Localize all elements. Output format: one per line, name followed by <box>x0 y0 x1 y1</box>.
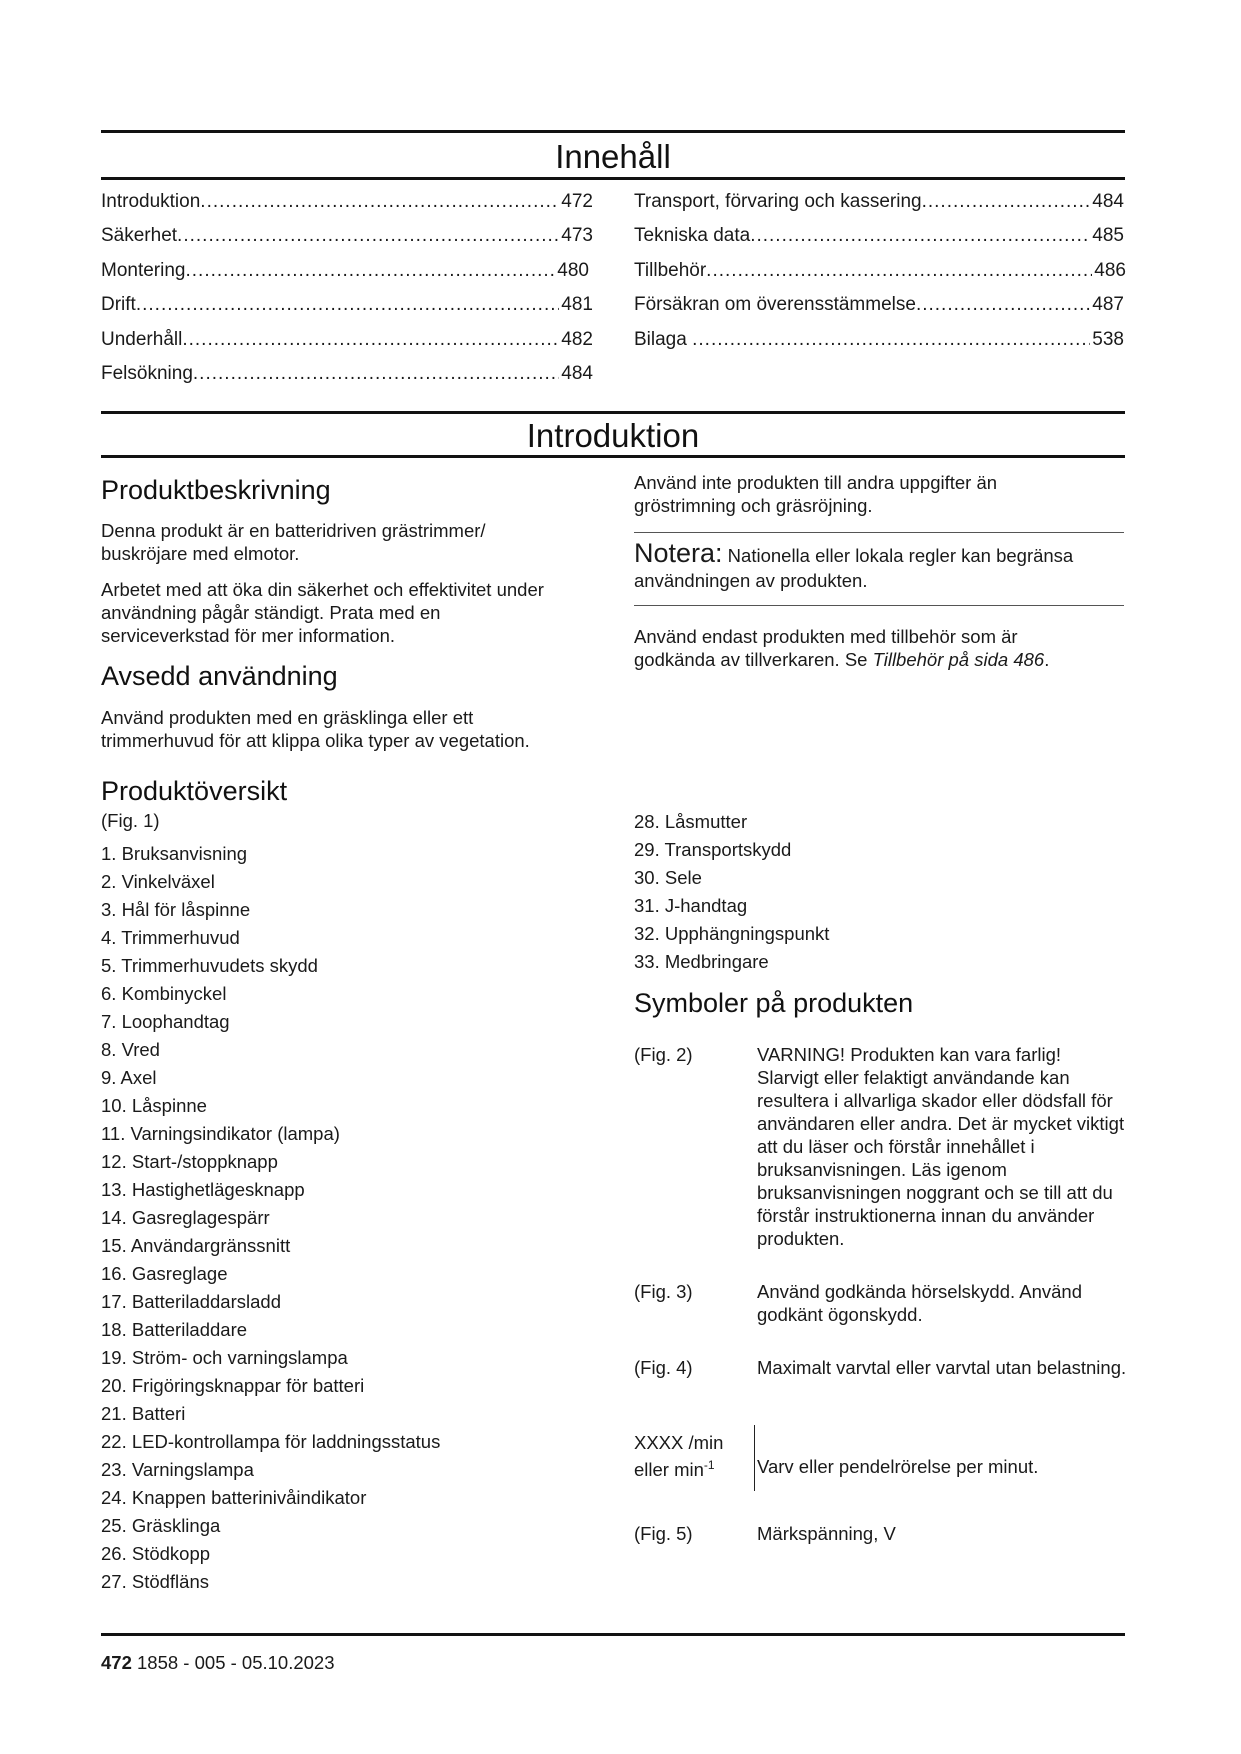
component-list-left-item: 2. Vinkelväxel <box>101 871 215 892</box>
symbol-ref-fig-5: (Fig. 5) <box>634 1523 693 1544</box>
component-list-left-item: 8. Vred <box>101 1039 160 1060</box>
component-list-right-item: 32. Upphängningspunkt <box>634 923 830 944</box>
notera-text: Nationella eller lokala regler kan begränsa användningen av produkten. <box>634 545 1074 591</box>
component-list-left-item: 14. Gasreglagespärr <box>101 1207 270 1228</box>
heading-produktbeskrivning: Produktbeskrivning <box>101 475 331 505</box>
toc-entry-sakerhet[interactable]: Säkerhet ..... 473 <box>101 224 593 248</box>
component-list-left-item: 12. Start-/stoppknapp <box>101 1151 278 1172</box>
symbol-divider <box>754 1425 755 1491</box>
component-list-left-item: 11. Varningsindikator (lampa) <box>101 1123 340 1144</box>
toc-entry-drift[interactable]: Drift ..... 481 <box>101 293 593 317</box>
component-list-left-item: 17. Batteriladdarsladd <box>101 1291 281 1312</box>
symbol-ref-fig-3: (Fig. 3) <box>634 1281 693 1302</box>
toc-entry-felsokning[interactable]: Felsökning ..... 484 <box>101 362 593 386</box>
tillbehor-link[interactable]: Tillbehör på sida 486 <box>872 649 1045 670</box>
component-list-right-item: 33. Medbringare <box>634 951 769 972</box>
component-list-left-item: 3. Hål för låspinne <box>101 899 251 920</box>
notera-top-rule <box>634 532 1124 533</box>
toc-entry-transport[interactable]: Transport, förvaring och kassering ..... 484 <box>634 190 1124 214</box>
toc-entry-montering[interactable]: Montering ..... 480 <box>101 259 589 283</box>
heading-avsedd-anvandning: Avsedd användning <box>101 661 338 691</box>
symbol-ref-rpm: XXXX /min eller $\min^{-1}$ <box>634 1432 724 1481</box>
component-list-left <box>101 840 571 1596</box>
notera-label: Notera: <box>634 538 723 568</box>
component-list-right-item: 30. Sele <box>634 867 702 888</box>
component-list-right-item: 31. J-handtag <box>634 895 748 916</box>
produktbeskrivning-text-1: Denna produkt är en batteridriven grästrimmer/ buskröjare med elmotor. <box>101 520 486 564</box>
tillbehor-note: Använd endast produkten med tillbehör som är godkända av tillverkaren. Se Tillbehör på sida 486. <box>634 626 1050 670</box>
symbol-ref-fig-2: (Fig. 2) <box>634 1044 693 1065</box>
avsedd-anvandning-text-2: Använd inte produkten till andra uppgifter än gröstrimning och gräsröjning. <box>634 472 998 516</box>
component-list-right-item: 29. Transportskydd <box>634 839 792 860</box>
component-list-left-item: 18. Batteriladdare <box>101 1319 248 1340</box>
symbol-desc-voltage: Märkspänning, V <box>757 1523 896 1544</box>
toc-entry-tillbehor[interactable]: Tillbehör ..... 486 <box>634 259 1126 283</box>
component-list-left-item: 24. Knappen batterinivåindikator <box>101 1487 367 1508</box>
symbol-desc-warning: VARNING! Produkten kan vara farlig! Slarvigt eller felaktigt användande kan resultera i allvarliga skador eller dödsfall för användaren eller andra. Det är mycket viktigt att du läser och förstår innehållet i bruksanvisningen. Läs igenom bruksanvisningen noggrant och se till att du förstår instruktionerna innan du använder produkten. <box>757 1044 1125 1249</box>
heading-symboler: Symboler på produkten <box>634 988 914 1018</box>
heading-produktoversikt: Produktöversikt <box>101 776 288 806</box>
component-list-left-item: 22. LED-kontrollampa för laddningsstatus <box>101 1431 441 1452</box>
notera-bottom-rule <box>634 605 1124 606</box>
component-list-right-item: 28. Låsmutter <box>634 811 748 832</box>
component-list-left-item: 5. Trimmerhuvudets skydd <box>101 955 318 976</box>
component-list-left-item: 20. Frigöringsknappar för batteri <box>101 1375 365 1396</box>
intro-bottom-rule <box>101 455 1125 458</box>
component-list-left-item: 1. Bruksanvisning <box>101 843 248 864</box>
component-list-left-item: 9. Axel <box>101 1067 157 1088</box>
section-title-introduktion: Introduktion <box>526 417 700 454</box>
footer-doc-id: 1858 - 005 - 05.10.2023 <box>131 1652 335 1673</box>
component-list-left-item: 13. Hastighetlägesknapp <box>101 1179 305 1200</box>
avsedd-anvandning-text: Använd produkten med en gräsklinga eller ett trimmerhuvud för att klippa olika typer av vegetation. <box>101 707 530 751</box>
toc-bottom-rule <box>101 177 1125 180</box>
component-list-right <box>634 808 1104 976</box>
notera-box <box>634 538 1124 593</box>
footer-rule <box>101 1633 1125 1636</box>
component-list-left-item: 27. Stödfläns <box>101 1571 209 1592</box>
component-list-left-item: 6. Kombinyckel <box>101 983 227 1004</box>
component-list-left-item: 25. Gräsklinga <box>101 1515 221 1536</box>
symbol-ref-fig-4: (Fig. 4) <box>634 1357 693 1378</box>
component-list-left-item: 19. Ström- och varningslampa <box>101 1347 348 1368</box>
fig-1-reference: (Fig. 1) <box>101 810 160 831</box>
toc-entry-bilaga[interactable]: Bilaga ..... 538 <box>634 328 1124 352</box>
footer-page-number: 472 <box>101 1652 132 1673</box>
toc-entry-forsakran[interactable]: Försäkran om överensstämmelse ..... 487 <box>634 293 1124 317</box>
component-list-left-item: 26. Stödkopp <box>101 1543 211 1564</box>
component-list-left-item: 15. Användargränssnitt <box>101 1235 291 1256</box>
symbol-desc-max-speed: Maximalt varvtal eller varvtal utan belastning. <box>757 1357 1127 1378</box>
footer <box>101 1651 335 1675</box>
produktbeskrivning-text-2: Arbetet med att öka din säkerhet och effektivitet under användning pågår ständigt. Prata med en serviceverkstad för mer information. <box>101 579 544 646</box>
component-list-left-item: 4. Trimmerhuvud <box>101 927 240 948</box>
component-list-left-item: 10. Låspinne <box>101 1095 207 1116</box>
component-list-left-item: 7. Loophandtag <box>101 1011 230 1032</box>
symbol-desc-rpm: Varv eller pendelrörelse per minut. <box>757 1456 1039 1477</box>
intro-top-rule <box>101 411 1125 414</box>
component-list-left-item: 23. Varningslampa <box>101 1459 254 1480</box>
toc-entry-introduktion[interactable]: Introduktion ..... 472 <box>101 190 593 214</box>
symbol-desc-protection: Använd godkända hörselskydd. Använd godkänt ögonskydd. <box>757 1281 1083 1325</box>
component-list-left-item: 16. Gasreglage <box>101 1263 228 1284</box>
toc-title: Innehåll <box>555 138 671 175</box>
component-list-left-item: 21. Batteri <box>101 1403 186 1424</box>
toc-entry-underhall[interactable]: Underhåll ..... 482 <box>101 328 593 352</box>
toc-entry-tekniska-data[interactable]: Tekniska data ..... 485 <box>634 224 1124 248</box>
toc-top-rule <box>101 130 1125 133</box>
